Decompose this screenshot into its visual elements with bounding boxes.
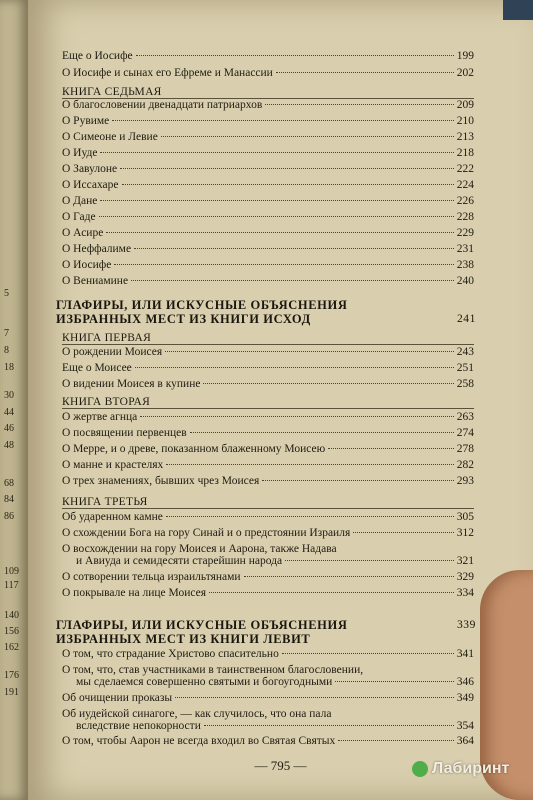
toc-entry: О Асире 229	[62, 227, 474, 239]
toc-entry: О Гаде 228	[62, 211, 474, 223]
margin-number: 5	[4, 288, 9, 299]
margin-number: 44	[4, 407, 14, 418]
toc-entry: О жертве агнца 263	[62, 411, 474, 423]
toc-entry: О Неффалиме 231	[62, 243, 474, 255]
section-title-line1: ГЛАФИРЫ, ИЛИ ИСКУСНЫЕ ОБЪЯСНЕНИЯ	[56, 618, 348, 632]
toc-entry: О трех знамениях, бывших чрез Моисея 293	[62, 475, 474, 487]
toc-entry: О Иуде 218	[62, 147, 474, 159]
toc-entry: О Дане 226	[62, 195, 474, 207]
toc-entry: О Рувиме 210	[62, 115, 474, 127]
toc-entry: О покрывале на лице Моисея 334	[62, 587, 474, 599]
toc-entry: О видении Моисея в купине 258	[62, 378, 474, 390]
toc-entry-two-line: О том, что, став участниками в таинственном благословении, мы сделаемся совершенно святыми и богоугодными 346	[62, 664, 474, 688]
watermark-text: Лабиринт	[432, 760, 510, 777]
margin-number: 109	[4, 566, 19, 577]
toc-entry: Еще о Моисее 251	[62, 362, 474, 374]
margin-number: 48	[4, 440, 14, 451]
toc-entry: О Симеоне и Левие 213	[62, 131, 474, 143]
section-heading-exodus	[56, 298, 476, 326]
book-heading: КНИГА ТРЕТЬЯ	[62, 496, 474, 509]
toc-entry: О Иссахаре 224	[62, 179, 474, 191]
toc-entry: О Вениамине 240	[62, 275, 474, 287]
toc-entry: О посвящении первенцев 274	[62, 427, 474, 439]
toc-entry: О схождении Бога на гору Синай и о предстоянии Израиля 312	[62, 527, 474, 539]
toc-entry: О Иосифе и сынах его Ефреме и Манассии 202	[62, 67, 474, 79]
book-heading: КНИГА ПЕРВАЯ	[62, 332, 474, 345]
margin-number: 8	[4, 345, 9, 356]
toc-entry: О рождении Моисея 243	[62, 346, 474, 358]
margin-number: 176	[4, 670, 19, 681]
section-title-line1: ГЛАФИРЫ, ИЛИ ИСКУСНЫЕ ОБЪЯСНЕНИЯ	[56, 298, 348, 312]
section-page: 339	[456, 619, 476, 631]
margin-number: 140	[4, 610, 19, 621]
margin-number: 18	[4, 362, 14, 373]
section-title-line2: ИЗБРАННЫХ МЕСТ ИЗ КНИГИ ЛЕВИТ	[56, 632, 311, 646]
toc-entry: О том, что страдание Христово спасительно 341	[62, 648, 474, 660]
margin-number: 84	[4, 494, 14, 505]
margin-number: 191	[4, 687, 19, 698]
margin-number: 68	[4, 478, 14, 489]
toc-entry: О благословении двенадцати патриархов 209	[62, 99, 474, 111]
book-heading: КНИГА СЕДЬМАЯ	[62, 86, 474, 99]
section-heading-leviticus	[56, 618, 476, 646]
section-title-line2: ИЗБРАННЫХ МЕСТ ИЗ КНИГИ ИСХОД	[56, 312, 311, 326]
margin-number: 46	[4, 423, 14, 434]
page-number: — 795 —	[254, 758, 307, 773]
margin-number: 86	[4, 511, 14, 522]
toc-entry: О том, чтобы Аарон не всегда входил во Святая Святых 364	[62, 735, 474, 747]
toc-entry: О Завулоне 222	[62, 163, 474, 175]
section-page: 241	[456, 313, 476, 325]
toc-entry: Об очищении проказы 349	[62, 692, 474, 704]
watermark-logo	[412, 760, 509, 778]
toc-entry: О манне и крастелях 282	[62, 459, 474, 471]
margin-number: 7	[4, 328, 9, 339]
toc-entry: Еще о Иосифе 199	[62, 50, 474, 62]
background-corner	[503, 0, 533, 20]
toc-entry-two-line: О восхождении на гору Моисея и Аарона, также Надава и Авиуда и семидесяти старейшин народа 321	[62, 543, 474, 567]
toc-entry: Об ударенном камне 305	[62, 511, 474, 523]
toc-entry: О сотворении тельца израильтянами 329	[62, 571, 474, 583]
margin-number: 162	[4, 642, 19, 653]
facing-page-edge	[0, 0, 28, 800]
book-heading: КНИГА ВТОРАЯ	[62, 396, 474, 409]
toc-entry-two-line: Об иудейской синагоге, — как случилось, что она пала вследствие непокорности 354	[62, 708, 474, 732]
labirint-icon	[412, 761, 428, 777]
margin-number: 30	[4, 390, 14, 401]
toc-entry: О Иосифе 238	[62, 259, 474, 271]
toc-entry: О Мерре, и о древе, показанном блаженному Моисею 278	[62, 443, 474, 455]
margin-number: 156	[4, 626, 19, 637]
margin-number: 117	[4, 580, 19, 591]
book-page	[28, 0, 533, 800]
